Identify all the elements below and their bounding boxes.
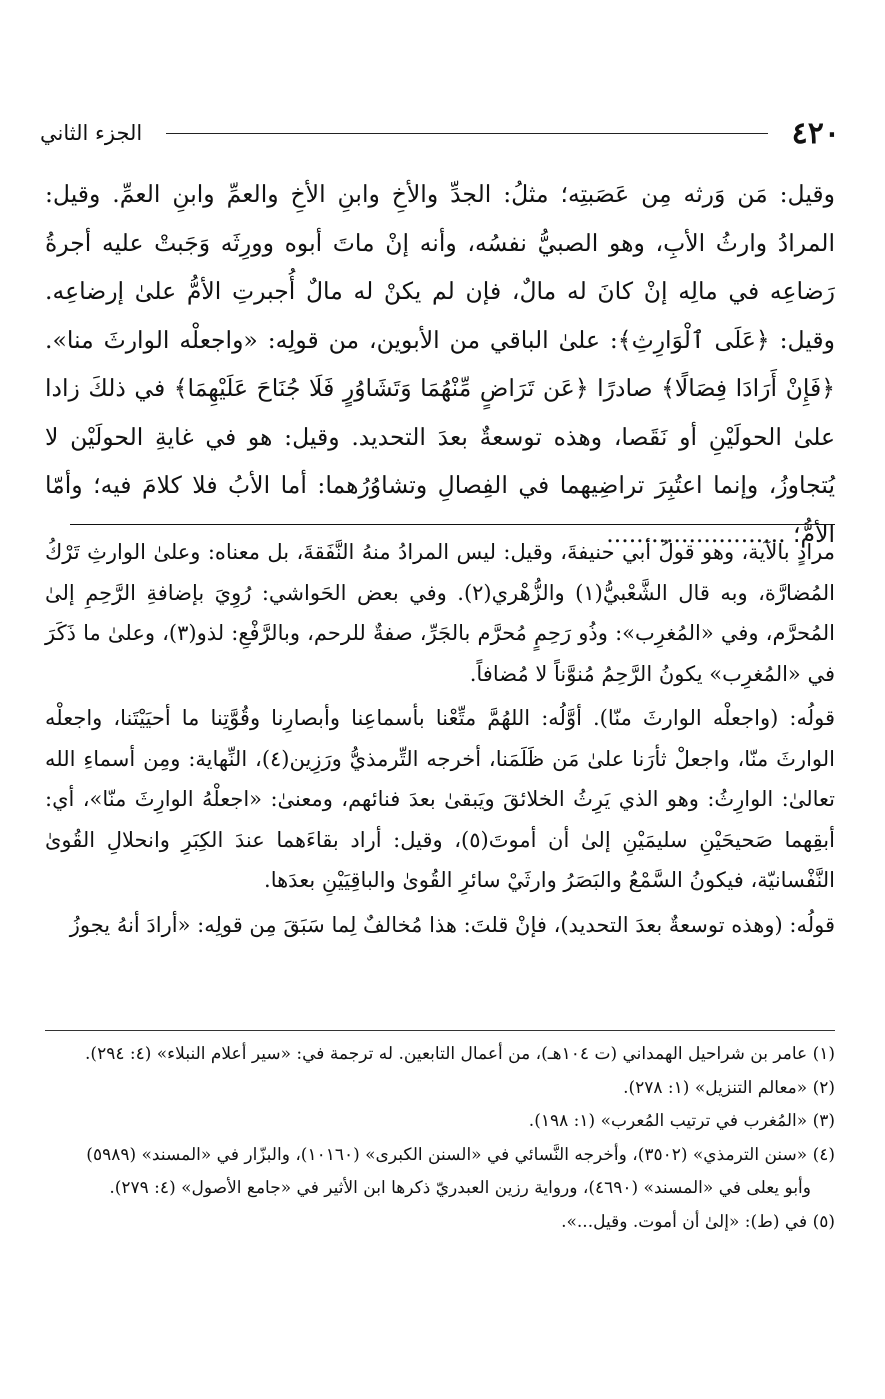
page-number: ٤٢٠ [791,115,840,151]
footnote: (٥) في (ط): «إلىٰ أن أموت. وقيل...». [561,1211,835,1232]
commentary-paragraph: قولُه: (واجعلْه الوارثَ منّا). أوَّلُه: اللهُمَّ متِّعْنا بأسماعِنا وأبصارِنا وقُوَّتِنا ما أحيَيْتَنا، واجعلْه الوارثَ منّا، واجعلْ ثأرَنا علىٰ مَن ظَلَمَنا، أخرجه التِّرمذيُّ ورَزِين(٤)، النِّهاية: ومِن أسماءِ الله تعالىٰ: الوارِثُ: وهو الذي يَرِثُ الخلائقَ ويَبقىٰ بعدَ فنائهم، ومعنىٰ: «اجعلْهُ الوارِثَ منّا»، أي: أبقِهما صَحيحَيْنِ سليمَيْنِ إلىٰ أن أموتَ(٥)، وقيل: أراد بقاءَهما عندَ الكِبَرِ وانحلالِ القُوىٰ النَّفْسانيّة، فيكونُ السَّمْعُ والبَصَرُ وارثَيْ سائرِ القُوىٰ والباقِيَيْنِ بعدَها. [45,706,835,892]
footnotes-divider [45,1030,835,1031]
footnote: (٤) «سنن الترمذي» (٣٥٠٢)، وأخرجه النَّسائي في «السنن الكبرى» (١٠١٦٠)، والبزّار في «المسند» (٥٩٨٩) [86,1144,835,1165]
header-rule [166,133,767,134]
footnote: (١) عامر بن شراحيل الهمداني (ت ١٠٤هـ)، من أعمال التابعين. له ترجمة في: «سير أعلام النبلاء» (٤: ٢٩٤). [85,1044,835,1064]
main-text-block [45,170,835,558]
footnote: (٢) «معالم التنزيل» (١: ٢٧٨). [623,1077,835,1098]
footnotes-block [45,1038,835,1239]
main-text-divider [70,524,835,525]
commentary-block [45,532,835,951]
footnote-continuation: وأبو يعلى في «المسند» (٤٦٩٠)، ورواية رزين العبدريّ ذكرها ابن الأثير في «جامع الأصول» (٤: ٢٧٩). [109,1178,811,1198]
commentary-paragraph: مرادٍ بالآية، وهو قولُ أبي حنيفةَ، وقيل: ليس المرادُ منهُ النَّفَقةَ، بل معناه: وعلىٰ الوارثِ تَرْكُ المُضارَّة، وبه قال الشَّعْبيُّ(١) والزُّهْري(٢). وفي بعض الحَواشي: رُوِيَ بإضافةِ الرَّحِمِ إلىٰ المُحرَّم، وفي «المُغرِب»: وذُو رَحِمٍ مُحرَّم بالجَرِّ، صفةٌ للرحم، وبالرَّفْعِ: لذو(٣)، وعلىٰ ما ذَكَرَ في «المُغرِب» يكونُ الرَّحِمُ مُنوَّناً لا مُضافاً. [45,540,835,686]
page-header [40,108,840,158]
running-title: الجزء الثاني [40,121,143,145]
footnote: (٣) «المُغرب في ترتيب المُعرب» (١: ١٩٨). [528,1111,835,1131]
commentary-paragraph: قولُه: (وهذه توسعةٌ بعدَ التحديد)، فإنْ قلتَ: هذا مُخالفٌ لِما سَبَقَ مِن قولِه: «أرادَ أنهُ يجوزُ [69,912,835,937]
main-text-paragraph: وقيل: مَن وَرثه مِن عَصَبتِه؛ مثلُ: الجدِّ والأخِ وابنِ الأخِ والعمِّ وابنِ العمِّ. وقيل: المرادُ وارثُ الأبِ، وهو الصبيُّ نفسُه، وأنه إنْ ماتَ أبوه وورِثَه وَجَبتْ عليه أجرةُ رَضاعِه في مالِه إنْ كانَ له مالٌ، فإن لم يكنْ له مالٌ أُجبرتِ الأمُّ علىٰ إرضاعِه. وقيل: ﴿عَلَى ٱلْوَارِثِ﴾: علىٰ الباقي من الأبوين، من قولِه: «واجعلْه الوارثَ منا». ﴿فَإِنْ أَرَادَا فِصَالًا﴾ صادرًا ﴿عَن تَرَاضٍ مِّنْهُمَا وَتَشَاوُرٍ فَلَا جُنَاحَ عَلَيْهِمَا﴾ في ذلكَ زادا علىٰ الحولَيْنِ أو نَقَصا، وهذه توسعةٌ بعدَ التحديد. وقيل: هو في غايةِ الحولَيْن لا يُتجاوزُ، وإنما اعتُبِرَ تراضِيهما في الفِصالِ وتشاوُرُهما: أما الأبُ فلا كلامَ فيه؛ وأمّا الأمُّ؛ ........................ [45,180,835,548]
